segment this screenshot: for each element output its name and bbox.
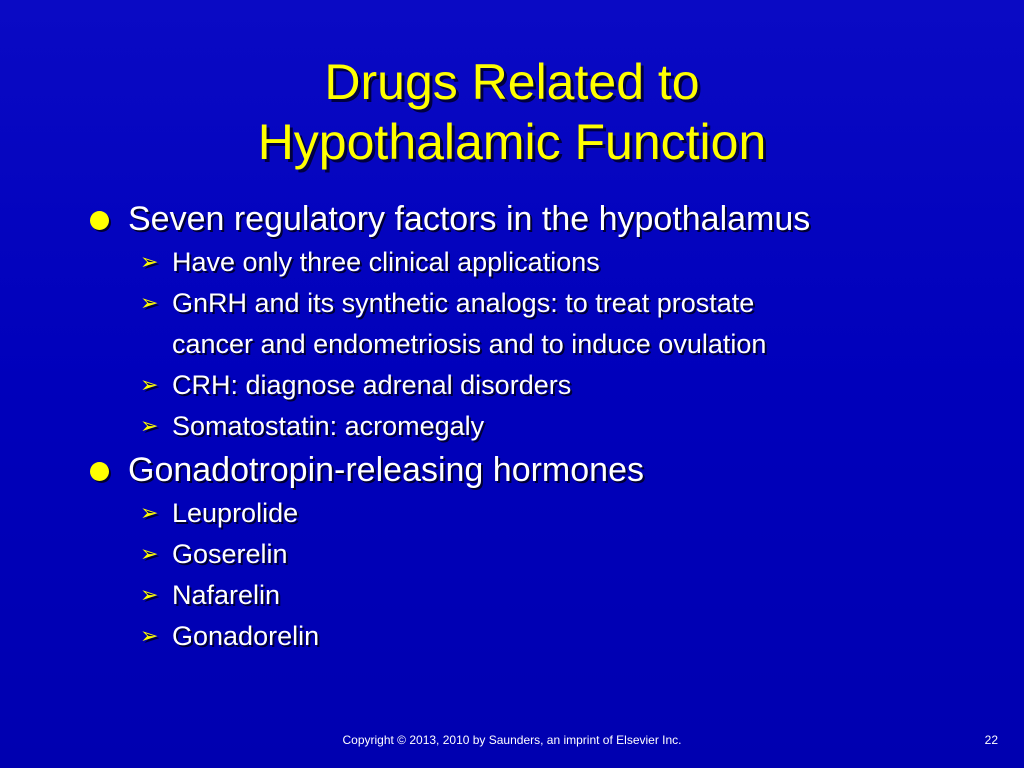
sub-bullet-text: Nafarelin — [172, 580, 281, 610]
sub-bullet-text: GnRH and its synthetic analogs: to treat prostate cancer and endometriosis and to induce ovulation — [172, 288, 767, 359]
copyright-footer: Copyright © 2013, 2010 by Saunders, an imprint of Elsevier Inc. — [342, 733, 682, 747]
sub-bullet-text: Leuprolide — [172, 498, 299, 528]
sub-bullet-item — [88, 406, 988, 447]
arrowhead-icon: ➢ — [140, 291, 159, 316]
sub-bullet-text: Goserelin — [172, 539, 288, 569]
arrowhead-icon: ➢ — [140, 250, 159, 275]
bullet-item — [88, 196, 988, 242]
slide-title — [0, 52, 1024, 172]
sub-bullet-item — [88, 365, 988, 406]
sub-bullet-item — [88, 616, 988, 657]
sub-bullet-text: CRH: diagnose adrenal disorders — [172, 370, 572, 400]
sub-bullet-item — [88, 534, 988, 575]
sub-bullet-item — [88, 242, 988, 283]
bullet-item — [88, 447, 988, 493]
bullet-text: Seven regulatory factors in the hypothalamus — [128, 200, 811, 238]
arrowhead-icon: ➢ — [140, 501, 159, 526]
sub-bullet-item — [88, 283, 988, 365]
sub-bullet-text: Somatostatin: acromegaly — [172, 411, 485, 441]
bullet-list — [88, 196, 988, 657]
sub-bullet-text: Gonadorelin — [172, 621, 320, 651]
sub-bullet-item — [88, 493, 988, 534]
arrowhead-icon: ➢ — [140, 583, 159, 608]
title-line-1: Drugs Related to — [324, 54, 700, 110]
page-number: 22 — [984, 733, 998, 747]
sub-bullet-item — [88, 575, 988, 616]
arrowhead-icon: ➢ — [140, 373, 159, 398]
arrowhead-icon: ➢ — [140, 624, 159, 649]
bullet-text: Gonadotropin-releasing hormones — [128, 451, 644, 489]
arrowhead-icon: ➢ — [140, 542, 159, 567]
sub-bullet-text: Have only three clinical applications — [172, 247, 600, 277]
filled-circle-icon — [90, 211, 109, 230]
filled-circle-icon — [90, 462, 109, 481]
title-line-2: Hypothalamic Function — [257, 114, 767, 170]
arrowhead-icon: ➢ — [140, 414, 159, 439]
